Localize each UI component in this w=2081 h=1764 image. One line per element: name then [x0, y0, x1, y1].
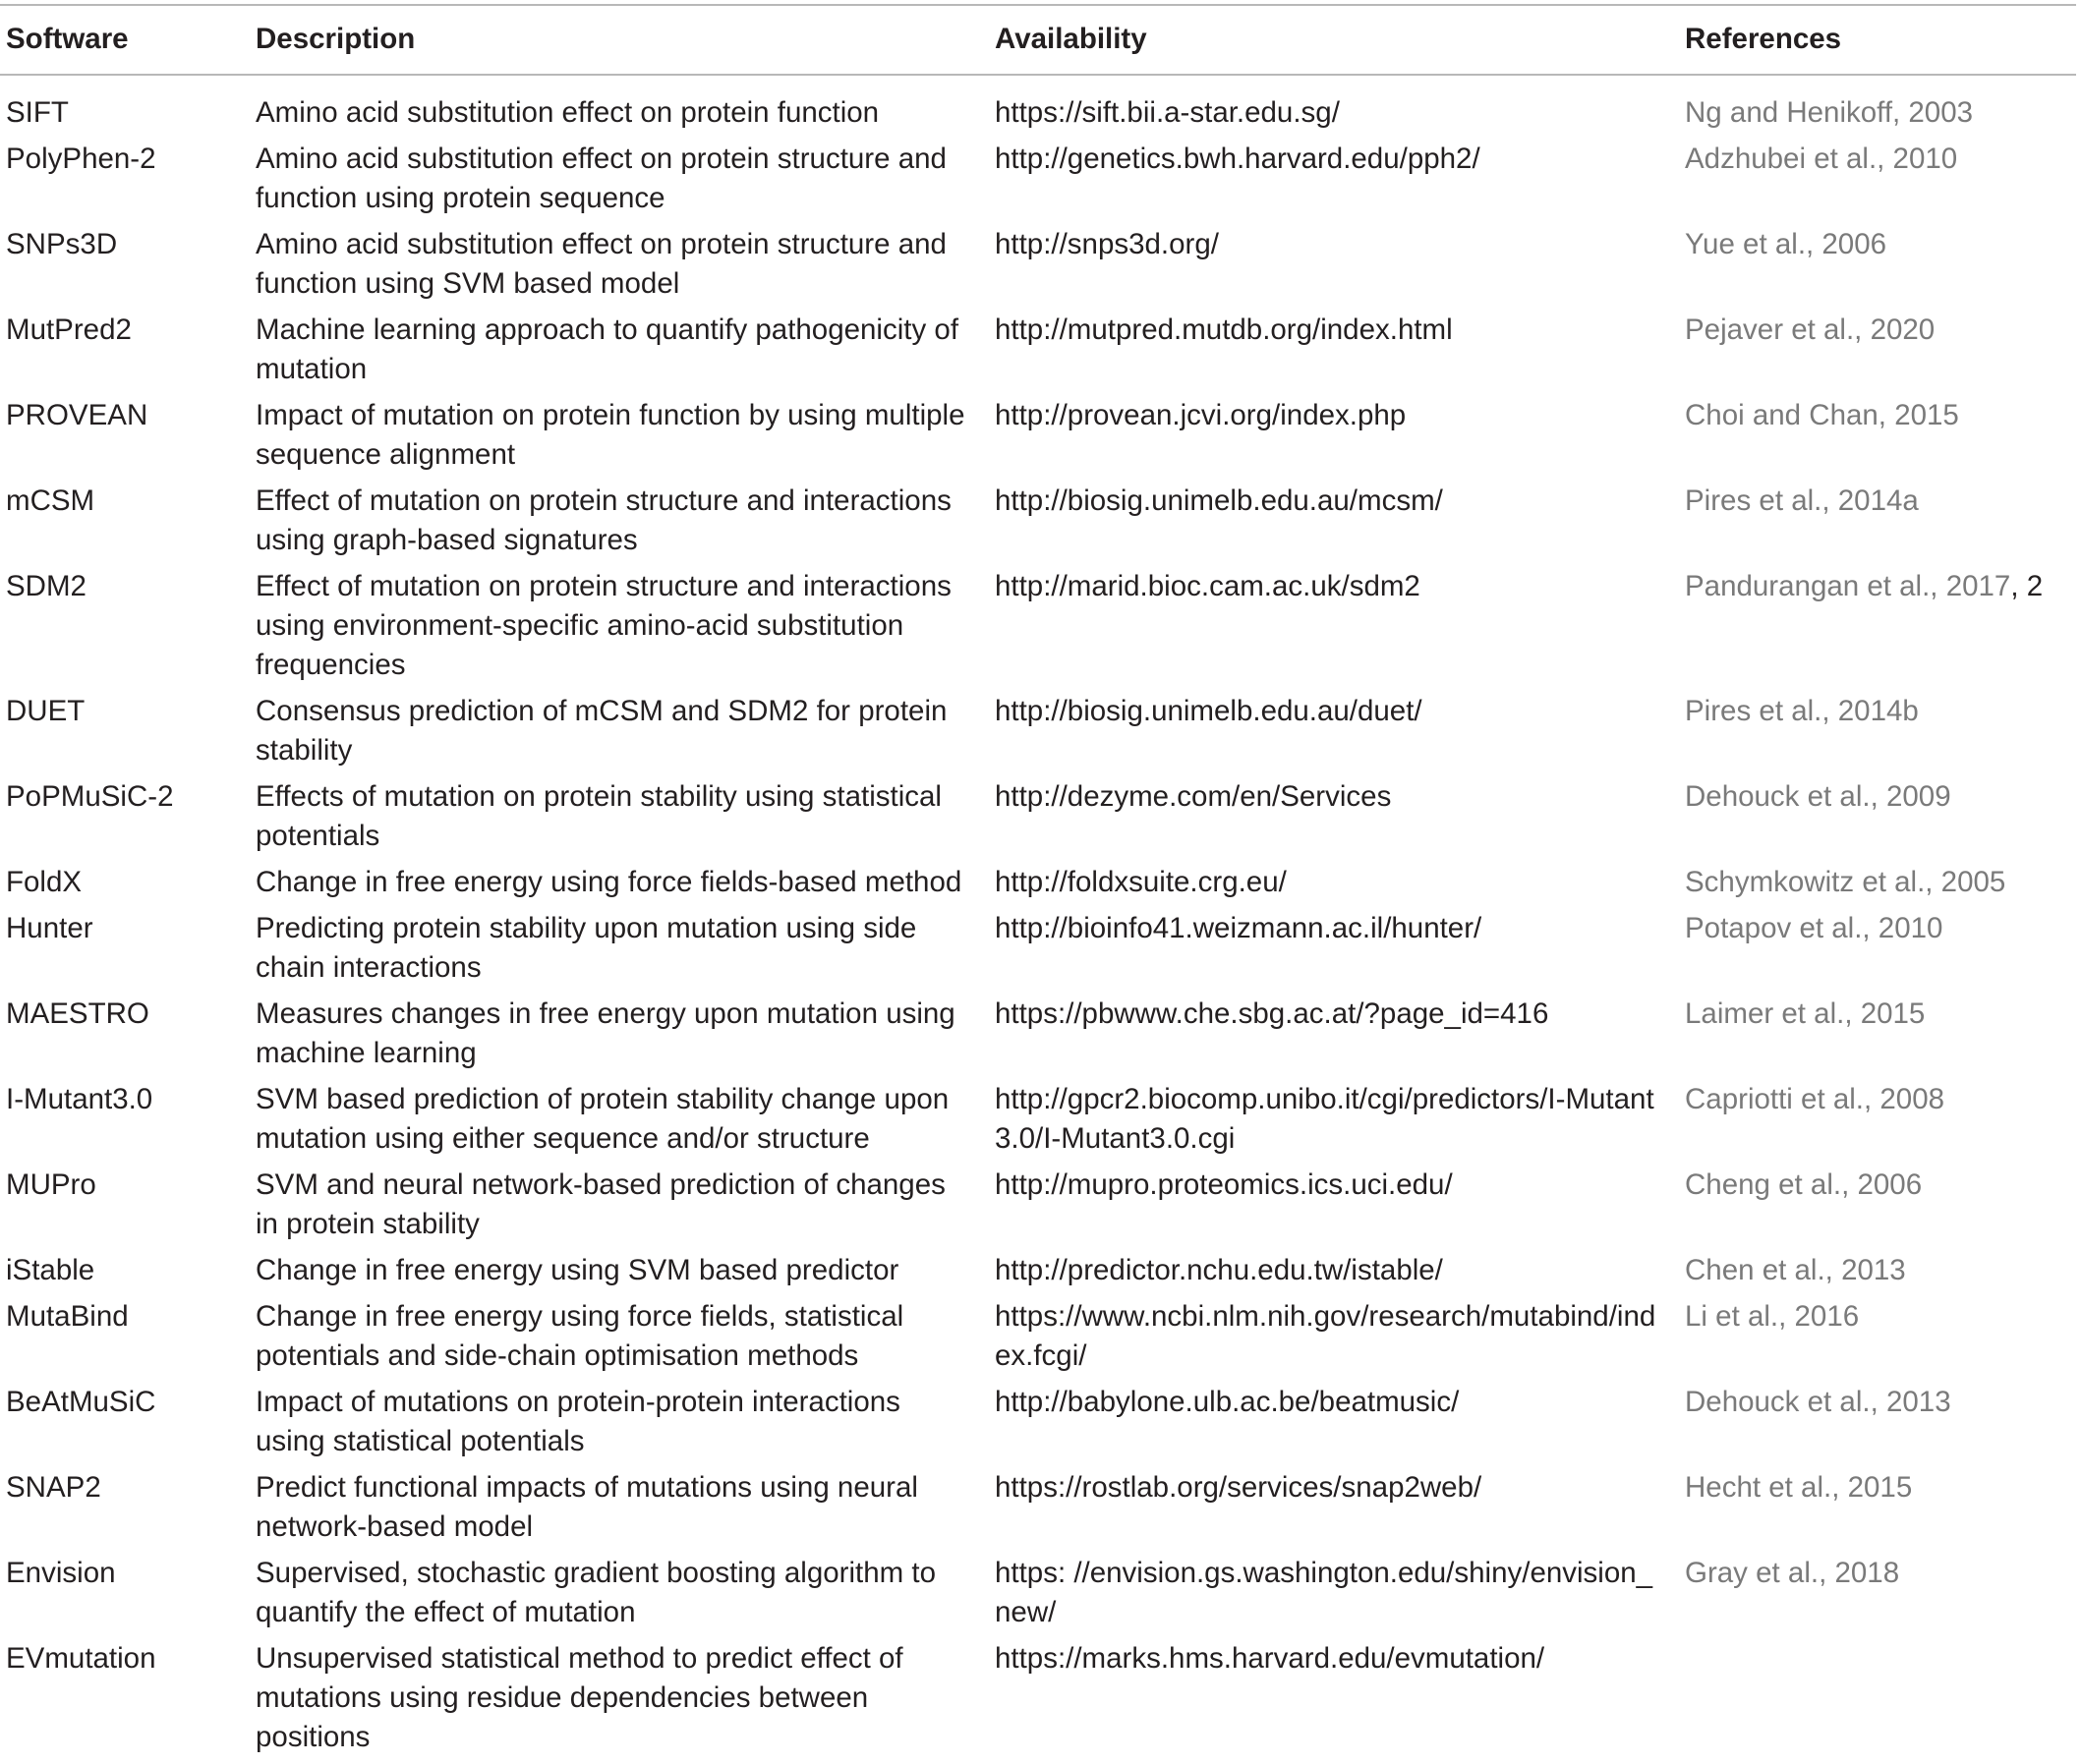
software-name: iStable [6, 1254, 95, 1286]
table-row [0, 777, 2076, 863]
availability-link[interactable]: https://rostlab.org/services/snap2web/ [995, 1471, 1482, 1504]
availability-link[interactable]: http://provean.jcvi.org/index.php [995, 399, 1407, 431]
reference-link[interactable]: Capriotti et al., 2008 [1685, 1083, 1945, 1115]
availability-link[interactable]: http://mutpred.mutdb.org/index.html [995, 313, 1453, 346]
software-name: MAESTRO [6, 997, 149, 1030]
software-name: PolyPhen-2 [6, 142, 156, 175]
table-header [0, 17, 2076, 77]
software-name: DUET [6, 695, 86, 727]
software-description: Amino acid substitution effect on protein function [256, 96, 880, 129]
availability-link[interactable]: https://www.ncbi.nlm.nih.gov/research/mutabind/index.fcgi/ [995, 1300, 1656, 1372]
software-description: Effect of mutation on protein structure and interactions using environment-specific amino-acid substitution frequencies [256, 570, 952, 681]
software-description: Predict functional impacts of mutations using neural network-based model [256, 1471, 918, 1543]
software-name: SIFT [6, 96, 69, 129]
availability-link[interactable]: http://babylone.ulb.ac.be/beatmusic/ [995, 1386, 1460, 1418]
reference-cell [1679, 77, 2076, 140]
software-description: Measures changes in free energy upon mutation using machine learning [256, 997, 955, 1069]
software-description: Impact of mutation on protein function by using multiple sequence alignment [256, 399, 965, 471]
reference-cell [1679, 1251, 2076, 1297]
reference-link[interactable]: Cheng et al., 2006 [1685, 1168, 1923, 1201]
reference-link[interactable]: Li et al., 2016 [1685, 1300, 1860, 1333]
header-availability: Availability [995, 23, 1147, 55]
reference-link[interactable]: Pandurangan et al., 2017 [1685, 570, 2011, 602]
reference-link[interactable]: Potapov et al., 2010 [1685, 912, 1943, 944]
reference-link[interactable]: Schymkowitz et al., 2005 [1685, 866, 2006, 898]
software-table [0, 17, 2076, 1764]
software-description: SVM based prediction of protein stability change upon mutation using either sequence and/or structure [256, 1083, 950, 1155]
software-name: MUPro [6, 1168, 96, 1201]
availability-link[interactable]: http://foldxsuite.crg.eu/ [995, 866, 1287, 898]
software-name: I-Mutant3.0 [6, 1083, 153, 1115]
software-description: Supervised, stochastic gradient boosting algorithm to quantify the effect of mutation [256, 1557, 936, 1628]
availability-link[interactable]: https://sift.bii.a-star.edu.sg/ [995, 96, 1340, 129]
reference-cell [1679, 1297, 2076, 1383]
software-description: Change in free energy using SVM based predictor [256, 1254, 899, 1286]
table-row [0, 1166, 2076, 1251]
availability-link[interactable]: http://gpcr2.biocomp.unibo.it/cgi/predictors/I-Mutant3.0/I-Mutant3.0.cgi [995, 1083, 1654, 1155]
software-name: MutaBind [6, 1300, 129, 1333]
software-description: SVM and neural network-based prediction of changes in protein stability [256, 1168, 946, 1240]
reference-link[interactable]: Dehouck et al., 2009 [1685, 780, 1951, 813]
table-row [0, 1639, 2076, 1764]
reference-link[interactable]: Laimer et al., 2015 [1685, 997, 1926, 1030]
top-rule [0, 4, 2076, 6]
table-row [0, 77, 2076, 140]
table-row [0, 1554, 2076, 1639]
reference-link[interactable]: Pires et al., 2014b [1685, 695, 1919, 727]
table-row [0, 909, 2076, 995]
reference-link[interactable]: Chen et al., 2013 [1685, 1254, 1906, 1286]
table-row [0, 311, 2076, 396]
reference-cell [1679, 396, 2076, 482]
reference-link[interactable]: Dehouck et al., 2013 [1685, 1386, 1951, 1418]
header-references: References [1685, 23, 1842, 55]
reference-cell [1679, 567, 2076, 692]
reference-link[interactable]: Pires et al., 2014a [1685, 484, 1919, 517]
reference-cell [1679, 1383, 2076, 1468]
software-name: Envision [6, 1557, 116, 1589]
table-row [0, 1383, 2076, 1468]
software-description: Change in free energy using force fields, statistical potentials and side-chain optimisation methods [256, 1300, 904, 1372]
availability-link[interactable]: http://biosig.unimelb.edu.au/mcsm/ [995, 484, 1443, 517]
availability-link[interactable]: http://biosig.unimelb.edu.au/duet/ [995, 695, 1422, 727]
software-name: SNAP2 [6, 1471, 101, 1504]
reference-link[interactable]: Choi and Chan, 2015 [1685, 399, 1959, 431]
software-name: BeAtMuSiC [6, 1386, 156, 1418]
software-description: Effects of mutation on protein stability using statistical potentials [256, 780, 942, 852]
table-row [0, 863, 2076, 909]
software-name: mCSM [6, 484, 95, 517]
table-row [0, 1297, 2076, 1383]
reference-link[interactable]: Adzhubei et al., 2010 [1685, 142, 1958, 175]
software-description: Impact of mutations on protein-protein interactions using statistical potentials [256, 1386, 900, 1457]
software-description: Unsupervised statistical method to predict effect of mutations using residue dependencies between positions [256, 1642, 903, 1753]
header-description: Description [256, 23, 416, 55]
reference-cell [1679, 225, 2076, 311]
software-name: SNPs3D [6, 228, 118, 260]
software-name: SDM2 [6, 570, 87, 602]
availability-link[interactable]: http://snps3d.org/ [995, 228, 1219, 260]
software-name: MutPred2 [6, 313, 132, 346]
reference-cell [1679, 1554, 2076, 1639]
table-row [0, 482, 2076, 567]
table-body [0, 77, 2076, 1764]
reference-link[interactable]: Yue et al., 2006 [1685, 228, 1887, 260]
software-name: Hunter [6, 912, 93, 944]
reference-cell [1679, 1639, 2076, 1764]
table-row [0, 140, 2076, 225]
reference-link[interactable]: Ng and Henikoff, 2003 [1685, 96, 1974, 129]
reference-cell [1679, 140, 2076, 225]
reference-cell [1679, 482, 2076, 567]
table-row [0, 1251, 2076, 1297]
reference-cell [1679, 995, 2076, 1080]
software-name: PoPMuSiC-2 [6, 780, 174, 813]
reference-cell [1679, 311, 2076, 396]
software-name: PROVEAN [6, 399, 148, 431]
availability-link[interactable]: http://marid.bioc.cam.ac.uk/sdm2 [995, 570, 1420, 602]
availability-link[interactable]: https: //envision.gs.washington.edu/shiny/envision_new/ [995, 1557, 1653, 1628]
reference-cell [1679, 863, 2076, 909]
reference-cell [1679, 1166, 2076, 1251]
availability-link[interactable]: https://marks.hms.harvard.edu/evmutation/ [995, 1642, 1545, 1675]
software-description: Amino acid substitution effect on protein structure and function using SVM based model [256, 228, 947, 300]
software-description: Effect of mutation on protein structure and interactions using graph-based signatures [256, 484, 952, 556]
software-description: Consensus prediction of mCSM and SDM2 for protein stability [256, 695, 948, 767]
availability-link[interactable]: http://mupro.proteomics.ics.uci.edu/ [995, 1168, 1453, 1201]
reference-cell [1679, 777, 2076, 863]
availability-link[interactable]: https://pbwww.che.sbg.ac.at/?page_id=416 [995, 997, 1549, 1030]
table-row [0, 692, 2076, 777]
software-description: Change in free energy using force fields-based method [256, 866, 962, 898]
software-name: FoldX [6, 866, 83, 898]
availability-link[interactable]: http://predictor.nchu.edu.tw/istable/ [995, 1254, 1443, 1286]
software-description: Machine learning approach to quantify pathogenicity of mutation [256, 313, 959, 385]
availability-link[interactable]: http://bioinfo41.weizmann.ac.il/hunter/ [995, 912, 1482, 944]
reference-link[interactable]: Hecht et al., 2015 [1685, 1471, 1913, 1504]
reference-link[interactable]: Gray et al., 2018 [1685, 1557, 1900, 1589]
table-row [0, 1080, 2076, 1166]
software-description: Predicting protein stability upon mutation using side chain interactions [256, 912, 917, 984]
table-row [0, 1468, 2076, 1554]
reference-extra: , 2 [2010, 570, 2044, 602]
table-row [0, 995, 2076, 1080]
reference-cell [1679, 692, 2076, 777]
table-row [0, 396, 2076, 482]
software-description: Amino acid substitution effect on protein structure and function using protein sequence [256, 142, 947, 214]
reference-cell [1679, 1080, 2076, 1166]
table-row [0, 567, 2076, 692]
reference-cell [1679, 909, 2076, 995]
availability-link[interactable]: http://dezyme.com/en/Services [995, 780, 1392, 813]
availability-link[interactable]: http://genetics.bwh.harvard.edu/pph2/ [995, 142, 1480, 175]
header-software: Software [6, 23, 129, 55]
table-row [0, 225, 2076, 311]
software-name: EVmutation [6, 1642, 156, 1675]
reference-link[interactable]: Pejaver et al., 2020 [1685, 313, 1936, 346]
reference-cell [1679, 1468, 2076, 1554]
